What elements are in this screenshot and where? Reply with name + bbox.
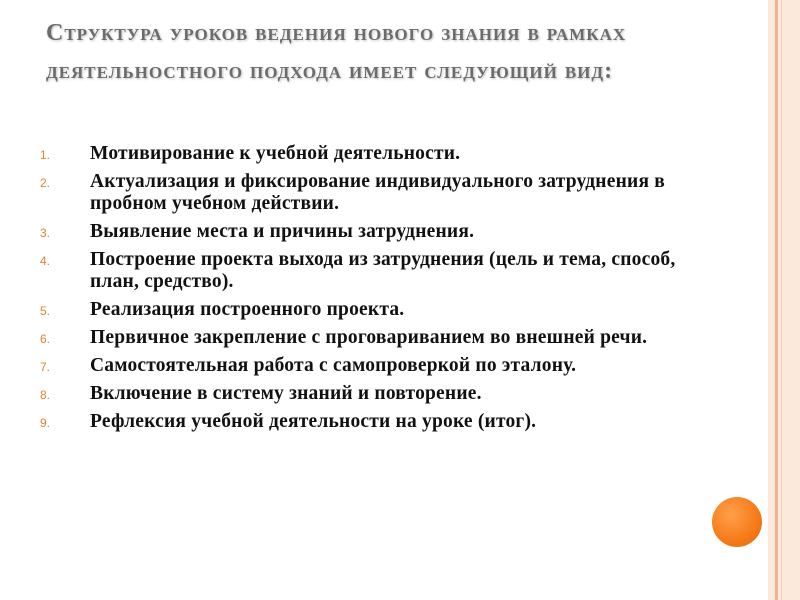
list-number: 6. <box>40 332 51 346</box>
list-item-text: Самостоятельная работа с самопроверкой по эталону. <box>90 355 577 376</box>
list-item-text: Реализация построенного проекта. <box>90 299 405 320</box>
decorative-circle <box>712 497 762 547</box>
decorative-side-band <box>768 0 800 600</box>
list-item <box>40 249 700 293</box>
list-number: 4. <box>40 254 51 268</box>
list-number: 7. <box>40 360 51 374</box>
slide-title: Структура уроков ведения нового знания в рамках деятельностного подхода имеет следующий вид: <box>46 20 627 84</box>
list-item <box>40 299 700 321</box>
list-item-text: Построение проекта выхода из затруднения (цель и тема, способ, план, средство). <box>90 249 676 292</box>
list-number: 9. <box>40 416 51 430</box>
list-number: 1. <box>40 148 51 162</box>
list-item <box>40 221 700 243</box>
list-item <box>40 411 700 433</box>
list-item <box>40 171 700 215</box>
list-item <box>40 383 700 405</box>
list-item-text: Включение в систему знаний и повторение. <box>90 383 482 404</box>
list-item-text: Первичное закрепление с проговариванием во внешней речи. <box>90 327 648 348</box>
list-item-text: Актуализация и фиксирование индивидуального затруднения в пробном учебном действии. <box>90 171 666 214</box>
list-item-text: Выявление места и причины затруднения. <box>90 221 475 242</box>
list-number: 2. <box>40 176 51 190</box>
decorative-side-line-thin <box>781 0 782 600</box>
list-item-text: Рефлексия учебной деятельности на уроке (итог). <box>90 411 537 432</box>
list-number: 3. <box>40 226 51 240</box>
list-item <box>40 327 700 349</box>
list-number: 8. <box>40 388 51 402</box>
list-item <box>40 143 700 165</box>
list-item-text: Мотивирование к учебной деятельности. <box>90 143 461 164</box>
list-number: 5. <box>40 304 51 318</box>
decorative-side-line <box>775 0 778 600</box>
numbered-list <box>40 143 700 439</box>
list-item <box>40 355 700 377</box>
